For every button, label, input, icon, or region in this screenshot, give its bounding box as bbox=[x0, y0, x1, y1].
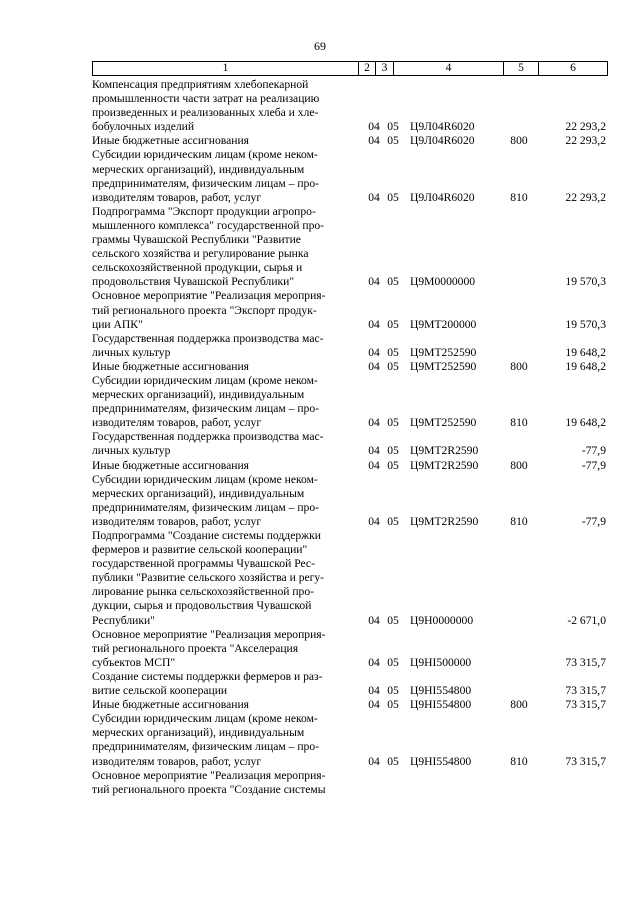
table-row bbox=[92, 670, 608, 698]
row-pr: 05 bbox=[387, 345, 399, 359]
row-sum: 19 648,2 bbox=[565, 345, 606, 359]
row-vr: 810 bbox=[510, 754, 528, 768]
row-sum: 19 570,3 bbox=[565, 275, 606, 289]
row-csr: Ц9МТ2R2590 bbox=[410, 444, 479, 458]
row-rz: 04 bbox=[368, 684, 380, 698]
row-pr: 05 bbox=[387, 514, 399, 528]
row-csr: Ц9НI554800 bbox=[410, 684, 472, 698]
row-csr: Ц9МТ2R2590 bbox=[410, 514, 479, 528]
header-col-6: 6 bbox=[570, 62, 576, 74]
table-row bbox=[92, 374, 608, 430]
row-description: Основное мероприятие "Реализация мероприя- тий регионального проекта "Акселерация субъектов МСП" bbox=[92, 627, 326, 669]
row-sum: -2 671,0 bbox=[567, 613, 606, 627]
row-vr: 810 bbox=[510, 190, 528, 204]
row-pr: 05 bbox=[387, 684, 399, 698]
row-description: Подпрограмма "Создание системы поддержки фермеров и развитие сельской кооперации" государственной программы Чувашской Рес- публики "Развитие сельского хозяйства и регу- лирование рынка сельскохозяйственной про- дукции, сырья и продовольствия Чувашской Республики" bbox=[92, 529, 325, 627]
row-sum: 19 570,3 bbox=[565, 317, 606, 331]
row-csr: Ц9Н0000000 bbox=[410, 613, 474, 627]
row-description: Основное мероприятие "Реализация мероприя- тий регионального проекта "Создание системы bbox=[92, 768, 326, 796]
row-description: Подпрограмма "Экспорт продукции агропро- мышленного комплекса" государственной про- граммы Чувашской Республики "Развитие сельского хозяйства и регулирование рынка сельскохозяйственной продукции, сырья и продовольствия Чувашской Республики" bbox=[92, 204, 325, 289]
row-pr: 05 bbox=[387, 190, 399, 204]
row-description: Иные бюджетные ассигнования bbox=[92, 359, 249, 373]
table-row bbox=[92, 78, 608, 134]
header-col-1: 1 bbox=[93, 62, 359, 75]
row-rz: 04 bbox=[368, 613, 380, 627]
row-pr: 05 bbox=[387, 317, 399, 331]
row-csr: Ц9М0000000 bbox=[410, 275, 476, 289]
row-sum: 73 315,7 bbox=[565, 684, 606, 698]
row-description: Создание системы поддержки фермеров и раз- витие сельской кооперации bbox=[92, 669, 323, 698]
row-csr: Ц9МТ200000 bbox=[410, 317, 477, 331]
row-vr: 800 bbox=[510, 134, 528, 148]
row-description: Субсидии юридическим лицам (кроме неком- мерческих организаций), индивидуальным предпринимателям, физическим лицам – про- изводителям товаров, работ, услуг bbox=[92, 373, 319, 430]
table-row bbox=[92, 473, 608, 529]
row-csr: Ц9МТ2R2590 bbox=[410, 458, 479, 472]
row-rz: 04 bbox=[368, 275, 380, 289]
row-pr: 05 bbox=[387, 698, 399, 712]
row-rz: 04 bbox=[368, 134, 380, 148]
row-description: Субсидии юридическим лицам (кроме неком- мерческих организаций), индивидуальным предпринимателям, физическим лицам – про- изводителям товаров, работ, услуг bbox=[92, 472, 319, 528]
row-description: Иные бюджетные ассигнования bbox=[92, 458, 249, 472]
row-sum: 19 648,2 bbox=[565, 359, 606, 373]
row-rz: 04 bbox=[368, 655, 380, 669]
table-row bbox=[92, 289, 608, 331]
row-pr: 05 bbox=[387, 275, 399, 289]
row-description: Субсидии юридическим лицам (кроме неком- мерческих организаций), индивидуальным предпринимателям, физическим лицам – про- изводителям товаров, работ, услуг bbox=[92, 712, 319, 768]
row-csr: Ц9НI554800 bbox=[410, 698, 472, 712]
row-rz: 04 bbox=[368, 345, 380, 359]
table-row bbox=[92, 769, 608, 797]
row-rz: 04 bbox=[368, 317, 380, 331]
row-csr: Ц9МТ252590 bbox=[410, 345, 477, 359]
row-sum: -77,9 bbox=[581, 514, 606, 528]
row-sum: -77,9 bbox=[581, 458, 606, 472]
table-row bbox=[92, 205, 608, 290]
table-row bbox=[92, 360, 608, 374]
table-row bbox=[92, 459, 608, 473]
row-csr: Ц9МТ252590 bbox=[410, 359, 477, 373]
row-description: Субсидии юридическим лицам (кроме неком- мерческих организаций), индивидуальным предпринимателям, физическим лицам – про- изводителям товаров, работ, услуг bbox=[92, 148, 319, 204]
row-rz: 04 bbox=[368, 458, 380, 472]
row-description: Государственная поддержка производства мас- личных культур bbox=[92, 430, 324, 458]
page-number: 69 bbox=[314, 39, 326, 53]
table-row bbox=[92, 332, 608, 360]
row-description: Компенсация предприятиям хлебопекарной промышленности части затрат на реализацию произведенных и реализованных хлеба и хле- бобулочных изделий bbox=[92, 78, 320, 134]
row-csr: Ц9НI554800 bbox=[410, 754, 472, 768]
row-vr: 800 bbox=[510, 359, 528, 373]
row-vr: 800 bbox=[510, 458, 528, 472]
row-rz: 04 bbox=[368, 416, 380, 430]
row-csr: Ц9Л04R6020 bbox=[410, 190, 475, 204]
table-row bbox=[92, 712, 608, 768]
row-rz: 04 bbox=[368, 754, 380, 768]
row-sum: 73 315,7 bbox=[565, 655, 606, 669]
row-rz: 04 bbox=[368, 698, 380, 712]
table-row bbox=[92, 529, 608, 628]
row-pr: 05 bbox=[387, 458, 399, 472]
row-vr: 800 bbox=[510, 698, 528, 712]
table-row bbox=[92, 698, 608, 712]
header-col-5: 5 bbox=[504, 62, 539, 75]
header-col-3: 3 bbox=[376, 62, 394, 75]
row-pr: 05 bbox=[387, 754, 399, 768]
row-rz: 04 bbox=[368, 190, 380, 204]
row-description: Иные бюджетные ассигнования bbox=[92, 698, 249, 712]
row-sum: 73 315,7 bbox=[565, 754, 606, 768]
row-vr: 810 bbox=[510, 416, 528, 430]
row-csr: Ц9Л04R6020 bbox=[410, 134, 475, 148]
row-csr: Ц9МТ252590 bbox=[410, 416, 477, 430]
row-pr: 05 bbox=[387, 655, 399, 669]
row-csr: Ц9НI500000 bbox=[410, 655, 472, 669]
table-row bbox=[92, 430, 608, 458]
row-pr: 05 bbox=[387, 120, 399, 134]
row-sum: 73 315,7 bbox=[565, 698, 606, 712]
row-rz: 04 bbox=[368, 359, 380, 373]
row-rz: 04 bbox=[368, 120, 380, 134]
table-row bbox=[92, 134, 608, 148]
table-row bbox=[92, 628, 608, 670]
row-pr: 05 bbox=[387, 359, 399, 373]
row-rz: 04 bbox=[368, 514, 380, 528]
row-description: Иные бюджетные ассигнования bbox=[92, 134, 249, 148]
row-sum: 22 293,2 bbox=[565, 190, 606, 204]
row-pr: 05 bbox=[387, 416, 399, 430]
row-pr: 05 bbox=[387, 134, 399, 148]
row-pr: 05 bbox=[387, 613, 399, 627]
budget-table-body bbox=[92, 78, 608, 797]
row-rz: 04 bbox=[368, 444, 380, 458]
row-sum: -77,9 bbox=[581, 444, 606, 458]
row-sum: 19 648,2 bbox=[565, 416, 606, 430]
table-header bbox=[92, 61, 608, 76]
header-col-4: 4 bbox=[394, 62, 504, 75]
row-sum: 22 293,2 bbox=[565, 134, 606, 148]
table-row bbox=[92, 148, 608, 204]
header-col-2: 2 bbox=[359, 62, 376, 75]
row-description: Основное мероприятие "Реализация мероприя- тий регионального проекта "Экспорт продук- ции АПК" bbox=[92, 289, 326, 331]
row-csr: Ц9Л04R6020 bbox=[410, 120, 475, 134]
row-vr: 810 bbox=[510, 514, 528, 528]
row-sum: 22 293,2 bbox=[565, 120, 606, 134]
row-pr: 05 bbox=[387, 444, 399, 458]
row-description: Государственная поддержка производства мас- личных культур bbox=[92, 331, 324, 359]
